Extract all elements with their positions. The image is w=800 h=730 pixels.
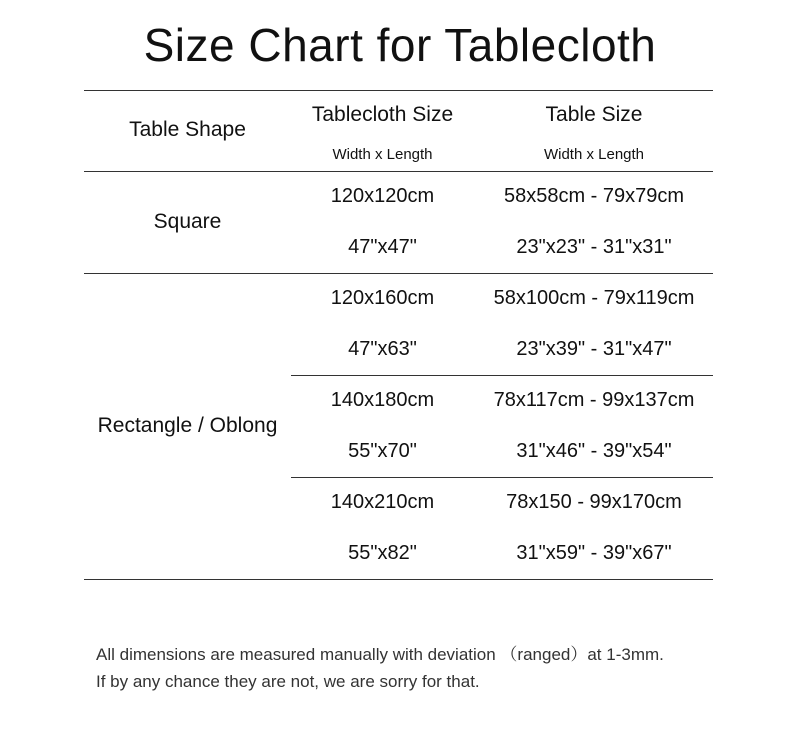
tablecloth-size-cm: 140x210cm bbox=[330, 491, 435, 513]
header-table-subtitle: Width x Length bbox=[543, 146, 645, 163]
note-line: If by any chance they are not, we are sorry for that. bbox=[96, 672, 480, 691]
note-line: All dimensions are measured manually with deviation （ranged）at 1-3mm. bbox=[96, 645, 664, 664]
size-chart-table bbox=[84, 90, 713, 580]
tablecloth-size-cm: 120x120cm bbox=[330, 185, 435, 207]
table-bottom-rule bbox=[84, 579, 713, 580]
row-divider-rule bbox=[291, 477, 713, 478]
page-title: Size Chart for Tablecloth bbox=[143, 19, 657, 71]
tablecloth-size-cm: 140x180cm bbox=[330, 389, 435, 411]
table-size-cm: 58x58cm - 79x79cm bbox=[503, 185, 685, 207]
row-divider-rule bbox=[291, 375, 713, 376]
table-top-rule bbox=[84, 90, 713, 91]
table-size-in: 31"x59" - 39"x67" bbox=[516, 542, 672, 564]
table-size-in: 31"x46" - 39"x54" bbox=[516, 440, 672, 462]
table-size-cm: 58x100cm - 79x119cm bbox=[493, 287, 695, 309]
header-table-size: Table Size bbox=[545, 103, 643, 126]
header-tablecloth-size: Tablecloth Size bbox=[311, 103, 454, 126]
table-size-in: 23"x39" - 31"x47" bbox=[516, 338, 672, 360]
table-size-cm: 78x150 - 99x170cm bbox=[506, 491, 682, 513]
header-tablecloth-subtitle: Width x Length bbox=[332, 146, 433, 163]
tablecloth-size-in: 47"x47" bbox=[348, 236, 417, 258]
shape-label-rectangle: Rectangle / Oblong bbox=[97, 414, 278, 437]
table-size-in: 23"x23" - 31"x31" bbox=[516, 236, 672, 258]
header-table-shape: Table Shape bbox=[129, 118, 246, 141]
group-divider-rule bbox=[84, 273, 713, 274]
header-bottom-rule bbox=[84, 171, 713, 172]
tablecloth-size-in: 47"x63" bbox=[348, 338, 417, 360]
tablecloth-size-in: 55"x82" bbox=[348, 542, 417, 564]
shape-label-square: Square bbox=[153, 210, 222, 233]
table-size-cm: 78x117cm - 99x137cm bbox=[493, 389, 695, 411]
tablecloth-size-cm: 120x160cm bbox=[330, 287, 435, 309]
tablecloth-size-in: 55"x70" bbox=[348, 440, 417, 462]
